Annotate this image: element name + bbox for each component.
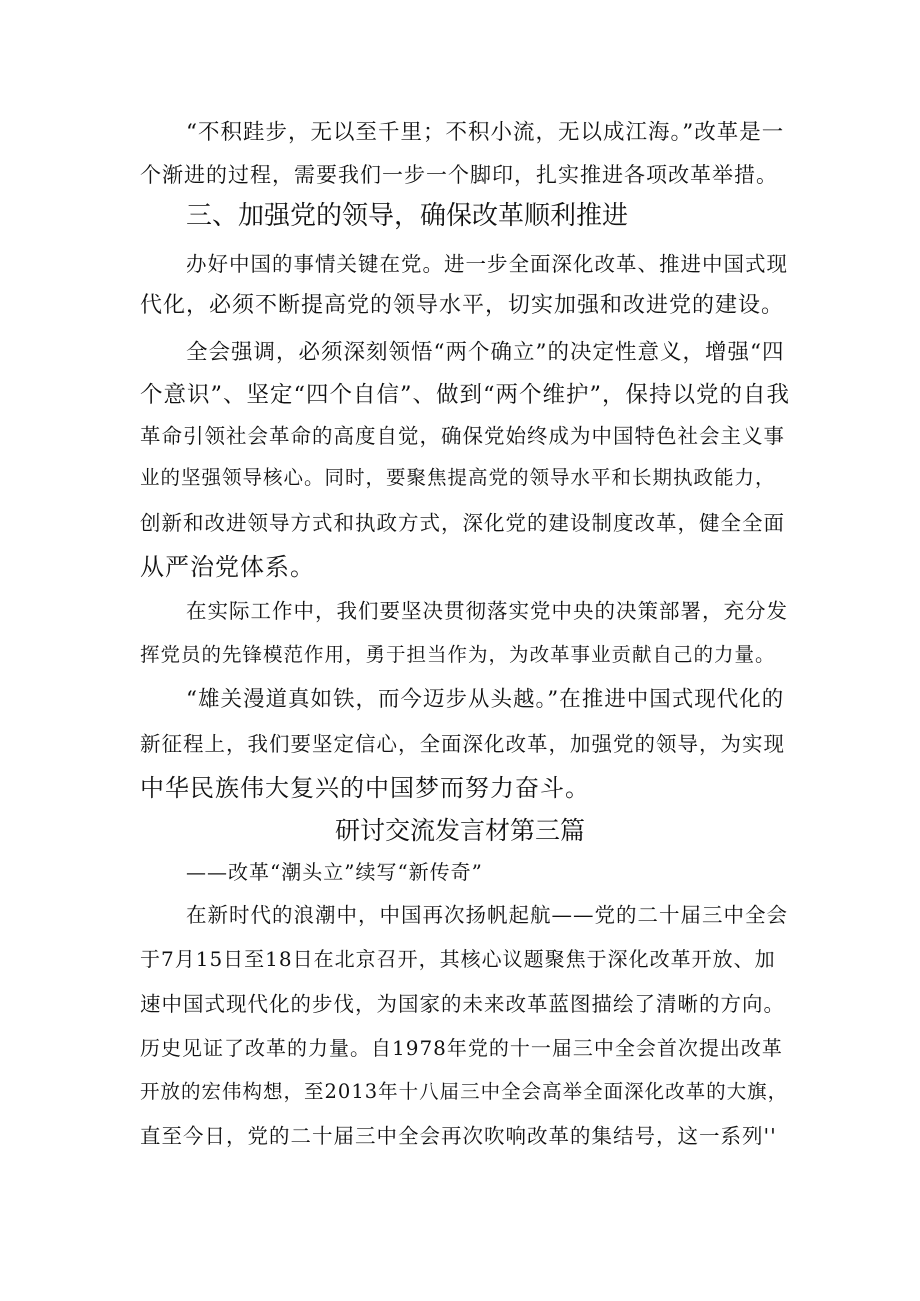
paragraph-line: 个意识”、坚定“四个自信”、做到“两个维护”，保持以党的自我 [140, 382, 791, 408]
paragraph-line: 新征程上，我们要坚定信心，全面深化改革，加强党的领导，为实现 [140, 732, 785, 756]
document-title: 研讨交流发言材第三篇 [334, 816, 585, 845]
paragraph-line: 挥党员的先锋模范作用，勇于担当作为，为改革事业贡献自己的力量。 [140, 643, 776, 666]
paragraph-line: 速中国式现代化的步伐，为国家的未来改革蓝图描绘了清晰的方向。 [140, 992, 785, 1016]
paragraph-line: 业的坚强领导核心。同时，要聚焦提高党的领导水平和长期执政能力， [140, 466, 776, 489]
paragraph-line: 中华民族伟大复兴的中国梦而努力奋斗。 [140, 774, 590, 802]
paragraph-line: 创新和改进领导方式和执政方式，深化党的建设制度改革，健全全面 [140, 511, 785, 535]
paragraph-line: 从严治党体系。 [140, 553, 315, 581]
paragraph-line: “不积跬步，无以至千里；不积小流，无以成江海。”改革是一 [186, 120, 785, 145]
paragraph-line: 代化，必须不断提高党的领导水平，切实加强和改进党的建设。 [140, 293, 785, 318]
paragraph-line: 在实际工作中，我们要坚决贯彻落实党中央的决策部署，充分发 [186, 599, 788, 623]
paragraph-line: 个渐进的过程，需要我们一步一个脚印，扎实推进各项改革举措。 [140, 163, 778, 187]
paragraph-line: 直至今日，党的二十届三中全会再次吹响改革的集结号，这一系列'' [140, 1124, 777, 1148]
paragraph-line: “雄关漫道真如铁，而今迈步从头越。”在推进中国式现代化的 [186, 687, 785, 712]
paragraph-line: 开放的宏伟构想，至2013年十八届三中全会高举全面深化改革的大旗， [140, 1080, 789, 1103]
document-subtitle: ——改革“潮头立”续写“新传奇” [186, 860, 483, 884]
paragraph-line: 历史见证了改革的力量。自1978年党的十一届三中全会首次提出改革 [140, 1036, 783, 1060]
paragraph-line: 革命引领社会革命的高度自觉，确保党始终成为中国特色社会主义事 [140, 424, 785, 448]
paragraph-line: 于7月15日至18日在北京召开，其核心议题聚焦于深化改革开放、加 [140, 947, 776, 971]
paragraph-line: 在新时代的浪潮中，中国再次扬帆起航——党的二十届三中全会 [186, 903, 788, 927]
paragraph-line: 全会强调，必须深刻领悟“两个确立”的决定性意义，增强“四 [186, 340, 785, 365]
section-heading: 三、加强党的领导，确保改革顺利推进 [186, 201, 629, 231]
paragraph-line: 办好中国的事情关键在党。进一步全面深化改革、推进中国式现 [186, 252, 788, 276]
